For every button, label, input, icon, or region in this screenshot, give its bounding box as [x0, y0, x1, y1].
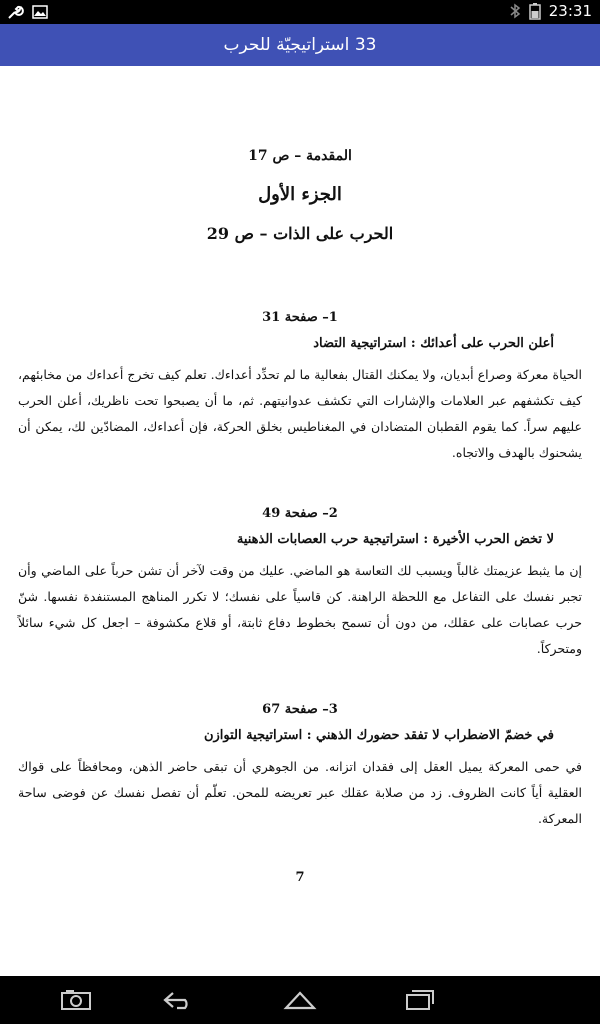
image-icon [32, 4, 48, 20]
part-subtitle: الحرب على الذات – ص 29 [206, 224, 394, 243]
section-body: الحياة معركة وصراع أبديان، ولا يمكنك القتال بفعالية ما لم تحدِّد أعداءك. تعلم كيف تخرج أعداءك من مخابئهم، كيف تكشفهم عبر العلامات والإشارات التي تكشف عدوانيتهم. ثم، ما أن يصبحوا تحت ناظريك، أعلن الحرب عليهم سراً. كما يقوم القطبان المتضادان في المغناطيس بخلق الحركة، فإن أعداءك، المضادّين لك، يمكن أن يشحنوك بالهدف والاتجاه. [18, 367, 582, 460]
app-title: 33 استراتيجيّة للحرب [223, 35, 377, 55]
section-heading: في خضمّ الاضطراب لا تفقد حضورك الذهني : استراتيجية التوازن [203, 728, 554, 743]
status-time: 23:31 [548, 2, 592, 20]
home-icon [282, 990, 318, 1010]
book-page[interactable] [0, 66, 600, 976]
status-bar [0, 0, 600, 24]
battery-icon [529, 2, 541, 20]
back-button[interactable] [158, 986, 198, 1014]
app-bar [0, 24, 600, 66]
section-heading: أعلن الحرب على أعدائك : استراتيجية التضاد [313, 336, 554, 351]
intro-line: المقدمة – ص 17 [248, 148, 352, 164]
section-body: في حمى المعركة يميل العقل إلى فقدان اتزانه. من الجوهري أن تبقى حاضر الذهن، ومحافظاً على قواك العقلية أياً كانت الظروف. زد من صلابة عقلك عبر تعريضه للمحن. تعلّم أن تفصل نفسك عن فوضى ساحة المعركة. [18, 759, 582, 826]
section-page-ref: 1– صفحة 31 [262, 310, 338, 325]
section-heading: لا تخض الحرب الأخيرة : استراتيجية حرب العصابات الذهنية [236, 532, 554, 547]
bluetooth-icon [509, 2, 521, 20]
recent-apps-icon [404, 989, 436, 1011]
section-page-ref: 2– صفحة 49 [262, 506, 338, 521]
recent-apps-button[interactable] [400, 986, 440, 1014]
camera-icon [60, 989, 92, 1011]
back-arrow-icon [161, 990, 195, 1010]
wrench-icon [6, 3, 24, 21]
section-body: إن ما يثبط عزيمتك غالباً ويسبب لك التعاسة هو الماضي. عليك من وقت لآخر أن تشن حرباً على الماضي وأن تجبر نفسك على التفاعل مع اللحظة الراهنة. كن قاسياً على نفسك؛ لا تكرر المناهج المستنفدة نفسها. شنّ حرب عصابات على عقلك، من دون أن تسمح بخطوط دفاع ثابتة، أو قلاع مكشوفة – اجعل كل شيء سائلاً ومتحركاً. [18, 563, 582, 656]
part-title: الجزء الأول [258, 184, 342, 205]
page-number: 7 [295, 870, 305, 885]
home-button[interactable] [280, 986, 320, 1014]
section-page-ref: 3– صفحة 67 [262, 702, 338, 717]
navigation-bar [0, 976, 600, 1024]
screenshot-button[interactable] [56, 986, 96, 1014]
